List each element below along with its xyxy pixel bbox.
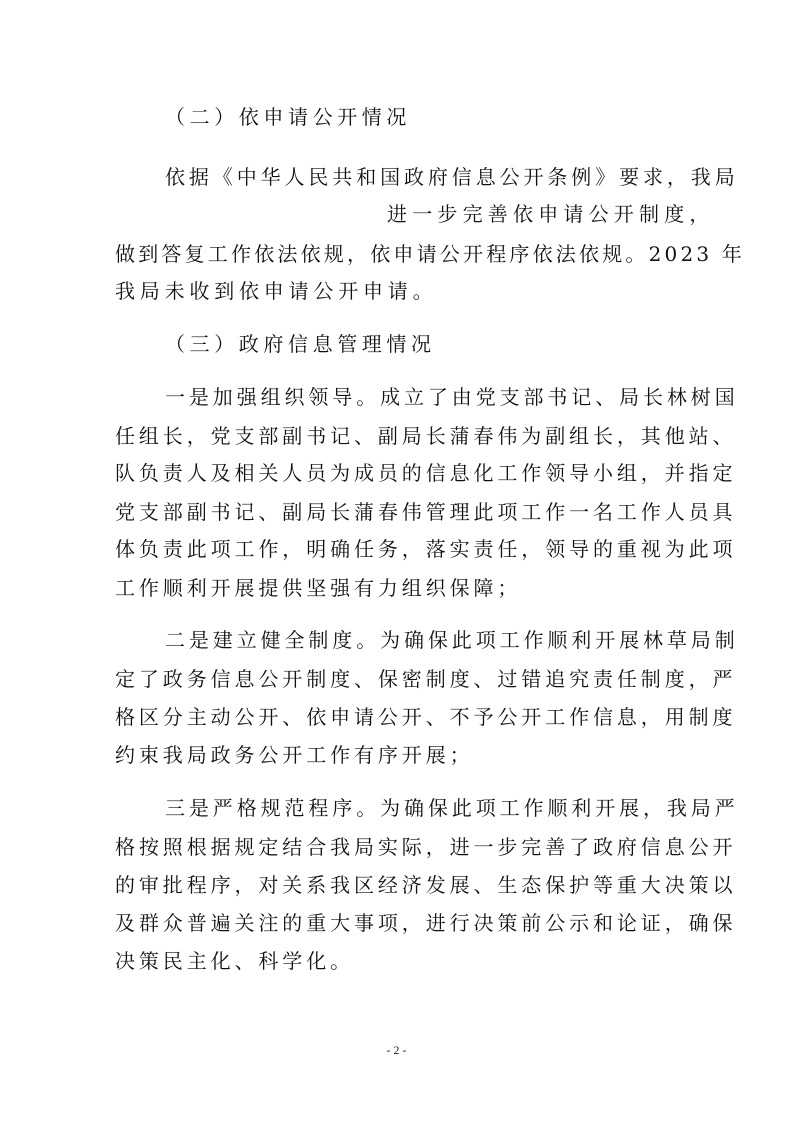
paragraph-line: 一是加强组织领导。成立了由党支部书记、局长林树国 [165, 385, 739, 409]
paragraph-line: 依据《中华人民共和国政府信息公开条例》要求，我局 [165, 165, 739, 189]
paragraph-line: 工作顺利开展提供坚强有力组织保障； [115, 576, 522, 600]
section-heading-application: （二）依申请公开情况 [165, 105, 411, 129]
paragraph-line: 我局未收到依申请公开申请。 [115, 279, 438, 303]
paragraph-line: 进一步完善依申请公开制度， [387, 202, 715, 226]
paragraph-line: 党支部副书记、副局长蒲春伟管理此项工作一名工作人员具 [115, 500, 737, 524]
paragraph-line: 格按照根据规定结合我局实际，进一步完善了政府信息公开 [115, 835, 737, 859]
paragraph-line: 的审批程序，对关系我区经济发展、生态保护等重大决策以 [115, 873, 737, 897]
paragraph-line: 约束我局政务公开工作有序开展； [115, 743, 474, 767]
paragraph-line: 三是严格规范程序。为确保此项工作顺利开展，我局严 [165, 796, 739, 820]
paragraph-line: 定了政务信息公开制度、保密制度、过错追究责任制度，严 [115, 667, 737, 691]
paragraph-line: 决策民主化、科学化。 [115, 949, 354, 973]
section-heading-management: （三）政府信息管理情况 [165, 332, 436, 356]
paragraph-line: 体负责此项工作，明确任务，落实责任，领导的重视为此项 [115, 537, 737, 561]
paragraph-line: 二是建立健全制度。为确保此项工作顺利开展林草局制 [165, 628, 739, 652]
paragraph-line: 做到答复工作依法依规，依申请公开程序依法依规。2023 年 [115, 242, 746, 266]
paragraph-line: 及群众普遍关注的重大事项，进行决策前公示和论证，确保 [115, 911, 737, 935]
paragraph-line: 任组长，党支部副书记、副局长蒲春伟为副组长，其他站、 [115, 424, 737, 448]
paragraph-line: 队负责人及相关人员为成员的信息化工作领导小组，并指定 [115, 461, 737, 485]
paragraph-line: 格区分主动公开、依申请公开、不予公开工作信息，用制度 [115, 705, 737, 729]
page-number: - 2 - [386, 1043, 407, 1057]
